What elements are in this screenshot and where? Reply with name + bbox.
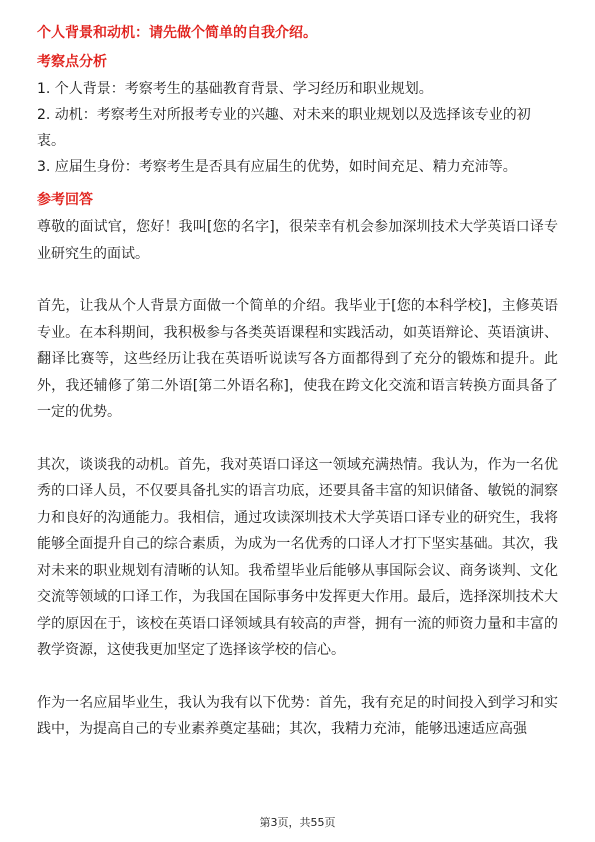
analysis-point: 2. 动机：考察考生对所报考专业的兴趣、对未来的职业规划以及选择该专业的初衷。 [37, 107, 531, 149]
analysis-heading: 考察点分析 [37, 54, 107, 70]
question-title: 个人背景和动机：请先做个简单的自我介绍。 [37, 25, 317, 41]
answer-paragraph: 首先，让我从个人背景方面做一个简单的介绍。我毕业于[您的本科学校]，主修英语专业。在本科期间，我积极参与各类英语课程和实践活动，如英语辩论、英语演讲、翻译比赛等，这些经历让我在英语听说读写各方面都得到了充分的锻炼和提升。此外，我还辅修了第二外语[第二外语名称]，使我在跨文化交流和语言转换方面具备了一定的优势。 [37, 298, 558, 420]
answer-paragraph: 作为一名应届毕业生，我认为我有以下优势：首先，我有充足的时间投入到学习和实践中，为提高自己的专业素养奠定基础；其次，我精力充沛，能够迅速适应高强 [37, 694, 558, 737]
answer-heading: 参考回答 [37, 192, 93, 208]
analysis-point: 3. 应届生身份：考察考生是否具有应届生的优势，如时间充足、精力充沛等。 [37, 159, 517, 175]
answer-paragraph: 尊敬的面试官，您好！我叫[您的名字]，很荣幸有机会参加深圳技术大学英语口译专业研究生的面试。 [37, 219, 558, 262]
document-page [37, 22, 558, 769]
answer-paragraph: 其次，谈谈我的动机。首先，我对英语口译这一领域充满热情。我认为，作为一名优秀的口译人员，不仅要具备扎实的语言功底，还要具备丰富的知识储备、敏锐的洞察力和良好的沟通能力。我相信，通过攻读深圳技术大学英语口译专业的研究生，我将能够全面提升自己的综合素质，为成为一名优秀的口译人才打下坚实基础。其次，我对未来的职业规划有清晰的认知。我希望毕业后能够从事国际会议、商务谈判、文化交流等领域的口译工作，为我国在国际事务中发挥更大作用。最后，选择深圳技术大学的原因在于，该校在英语口译领域具有较高的声誉，拥有一流的师资力量和丰富的教学资源，这使我更加坚定了选择该学校的信心。 [37, 456, 558, 658]
analysis-list [37, 76, 558, 180]
analysis-point: 1. 个人背景：考察考生的基础教育背景、学习经历和职业规划。 [37, 81, 433, 97]
page-number: 第3页，共55页 [259, 816, 336, 829]
